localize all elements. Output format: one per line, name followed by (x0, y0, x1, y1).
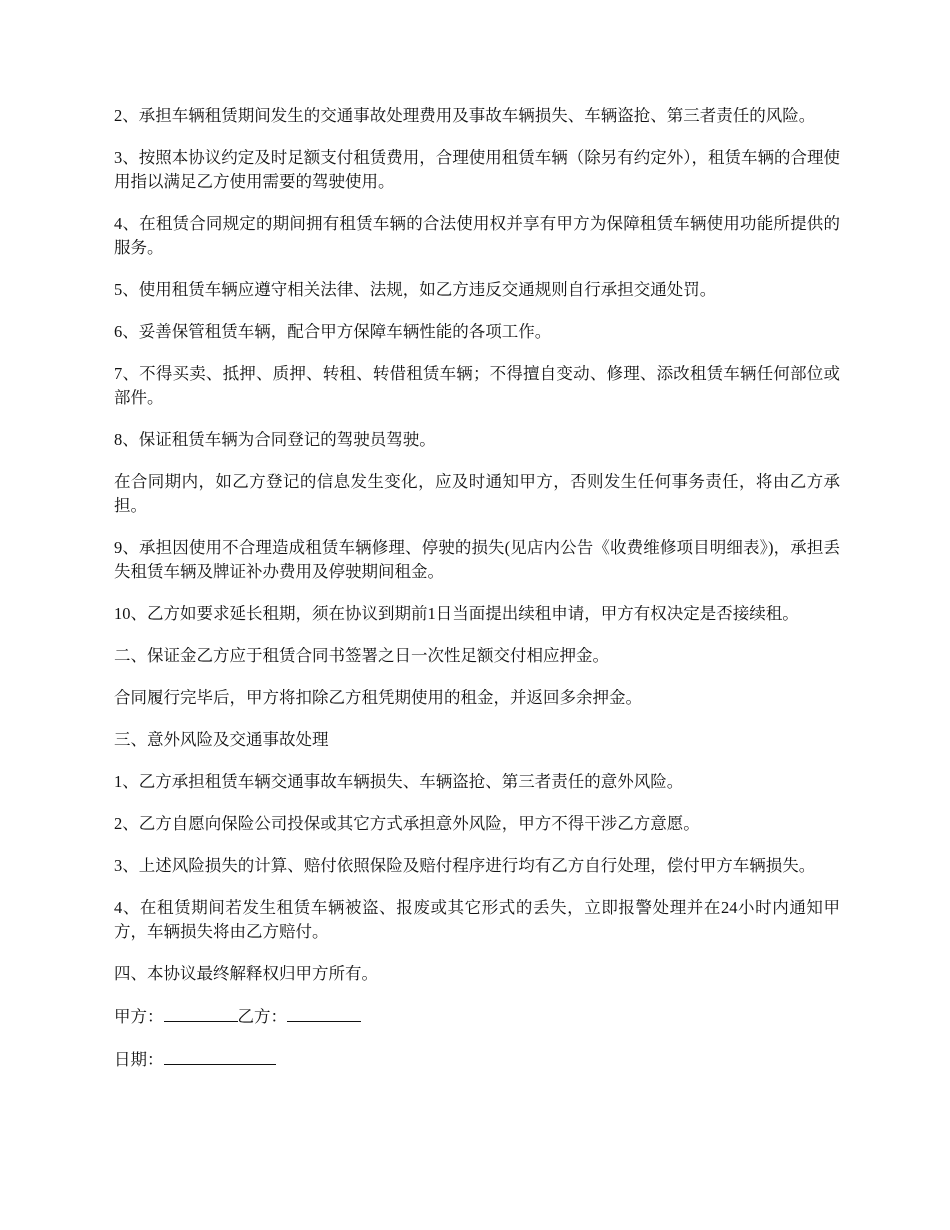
clause-4-usage-rights: 4、在租赁合同规定的期间拥有租赁车辆的合法使用权并享有甲方为保障租赁车辆使用功能所提供的服务。 (114, 214, 840, 257)
clause-2-liability: 2、承担车辆租赁期间发生的交通事故处理费用及事故车辆损失、车辆盗抢、第三者责任的风险。 (114, 106, 816, 125)
clause-9-losses: 9、承担因使用不合理造成租赁车辆修理、停驶的损失(见店内公告《收费维修项目明细表》)，承担丢失租赁车辆及牌证补办费用及停驶期间租金。 (114, 538, 840, 581)
party-b-signature-blank[interactable] (287, 1004, 361, 1022)
section-2-deposit: 二、保证金乙方应于租赁合同书签署之日一次性足额交付相应押金。 (114, 646, 609, 665)
deposit-return: 合同履行完毕后，甲方将扣除乙方租凭期使用的租金，并返回多余押金。 (114, 688, 642, 707)
risk-clause-3: 3、上述风险损失的计算、赔付依照保险及赔付程序进行均有乙方自行处理，偿付甲方车辆损失。 (114, 856, 816, 875)
signature-parties-line (114, 1004, 840, 1029)
clause-6-safekeeping: 6、妥善保管租赁车辆，配合甲方保障车辆性能的各项工作。 (114, 322, 552, 341)
section-3-heading: 三、意外风险及交通事故处理 (114, 730, 329, 749)
date-blank[interactable] (164, 1047, 276, 1065)
clause-7-prohibitions: 7、不得买卖、抵押、质押、转租、转借租赁车辆；不得擅自变动、修理、添改租赁车辆任何部位或部件。 (114, 364, 840, 407)
risk-clause-4: 4、在租赁期间若发生租赁车辆被盗、报废或其它形式的丢失，立即报警处理并在24小时内通知甲方，车辆损失将由乙方赔付。 (114, 898, 840, 941)
signature-date-line (114, 1047, 840, 1072)
risk-clause-1: 1、乙方承担租赁车辆交通事故车辆损失、车辆盗抢、第三者责任的意外风险。 (114, 772, 684, 791)
party-a-signature-blank[interactable] (164, 1004, 238, 1022)
party-b-label: 乙方： (237, 1007, 287, 1026)
clause-3-payment: 3、按照本协议约定及时足额支付租赁费用，合理使用租赁车辆（除另有约定外），租赁车辆的合理使用指以满足乙方使用需要的驾驶使用。 (114, 148, 840, 191)
clause-5-traffic-rules: 5、使用租赁车辆应遵守相关法律、法规，如乙方违反交通规则自行承担交通处罚。 (114, 280, 717, 299)
contract-document (114, 104, 840, 1090)
clause-info-change: 在合同期内，如乙方登记的信息发生变化，应及时通知甲方，否则发生任何事务责任，将由乙方承担。 (114, 472, 840, 515)
date-label: 日期： (114, 1050, 164, 1069)
party-a-label: 甲方： (114, 1007, 164, 1026)
section-4-interpretation: 四、本协议最终解释权归甲方所有。 (114, 964, 378, 983)
clause-10-extension: 10、乙方如要求延长租期，须在协议到期前1日当面提出续租申请，甲方有权决定是否接续租。 (114, 604, 799, 623)
risk-clause-2: 2、乙方自愿向保险公司投保或其它方式承担意外风险，甲方不得干涉乙方意愿。 (114, 814, 700, 833)
clause-8-registered-driver: 8、保证租赁车辆为合同登记的驾驶员驾驶。 (114, 430, 436, 449)
